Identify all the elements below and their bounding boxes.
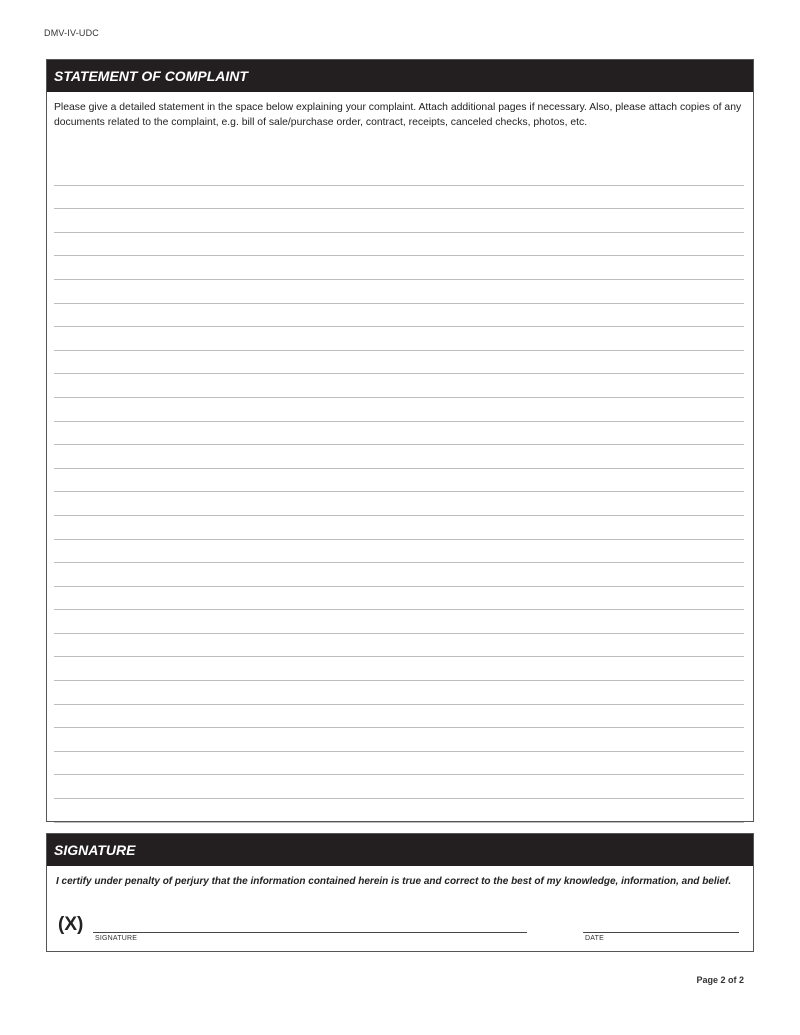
signature-section [46, 833, 754, 952]
complaint-line[interactable] [54, 540, 744, 564]
complaint-line[interactable] [54, 304, 744, 328]
complaint-section-title: STATEMENT OF COMPLAINT [47, 60, 753, 92]
complaint-line[interactable] [54, 752, 744, 776]
complaint-line[interactable] [54, 186, 744, 210]
complaint-line[interactable] [54, 728, 744, 752]
page-number: Page 2 of 2 [696, 975, 744, 985]
complaint-line[interactable] [54, 162, 744, 186]
form-id: DMV-IV-UDC [44, 28, 100, 38]
complaint-line[interactable] [54, 469, 744, 493]
complaint-instructions: Please give a detailed statement in the space below explaining your complaint. Attach additional pages if necessary. Also, please attach copies of any documents related to the complaint, e.g. bill of sale/purchase order, contract, receipts, canceled checks, photos, etc. [54, 102, 742, 128]
complaint-line[interactable] [54, 280, 744, 304]
complaint-line[interactable] [54, 209, 744, 233]
complaint-line[interactable] [54, 256, 744, 280]
complaint-line[interactable] [54, 398, 744, 422]
complaint-line[interactable] [54, 492, 744, 516]
signature-section-title: SIGNATURE [47, 834, 753, 866]
complaint-line[interactable] [54, 445, 744, 469]
complaint-line[interactable] [54, 634, 744, 658]
date-label: DATE [585, 935, 604, 942]
complaint-line[interactable] [54, 657, 744, 681]
complaint-line[interactable] [54, 587, 744, 611]
complaint-line[interactable] [54, 563, 744, 587]
certification-statement: I certify under penalty of perjury that the information contained herein is true and correct to the best of my knowledge, information, and belief. [56, 876, 732, 887]
complaint-line[interactable] [54, 516, 744, 540]
complaint-line[interactable] [54, 705, 744, 729]
complaint-line[interactable] [54, 233, 744, 257]
signature-label: SIGNATURE [95, 935, 138, 942]
complaint-writing-area[interactable] [54, 162, 744, 823]
complaint-line[interactable] [54, 799, 744, 823]
signature-field[interactable] [93, 932, 527, 942]
complaint-line[interactable] [54, 327, 744, 351]
complaint-line[interactable] [54, 775, 744, 799]
signature-x-mark: (X) [58, 914, 84, 935]
statement-of-complaint-section [46, 59, 754, 822]
complaint-line[interactable] [54, 610, 744, 634]
date-field[interactable] [583, 932, 739, 942]
complaint-line[interactable] [54, 374, 744, 398]
complaint-line[interactable] [54, 351, 744, 375]
complaint-line[interactable] [54, 681, 744, 705]
complaint-line[interactable] [54, 422, 744, 446]
